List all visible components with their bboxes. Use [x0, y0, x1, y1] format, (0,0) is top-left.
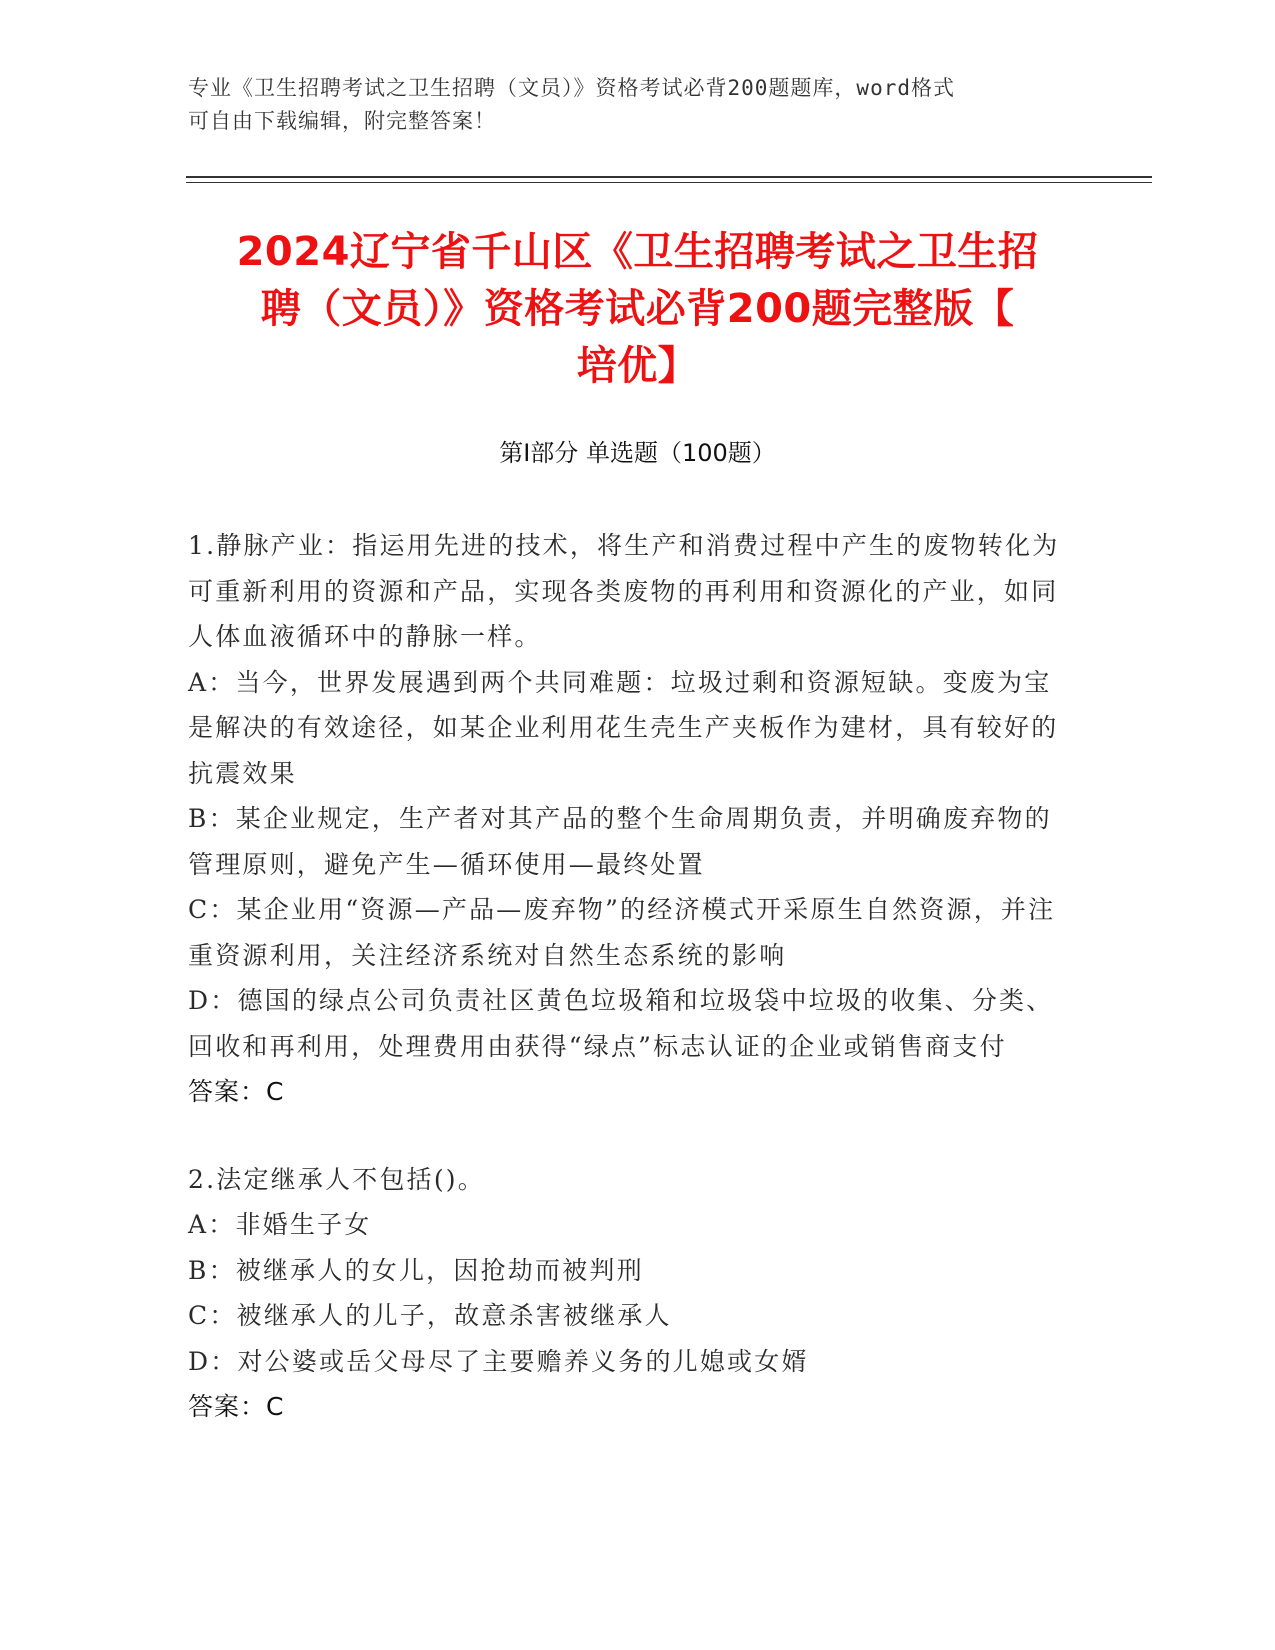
header-rule-thin [186, 182, 1152, 183]
option-b: B：被继承人的女儿，因抢劫而被判刑 [188, 1255, 644, 1285]
answer: 答案：C [188, 1392, 285, 1421]
title-line-3: 培优】 [576, 343, 699, 389]
header-note [188, 72, 1068, 138]
option-c: C：被继承人的儿子，故意杀害被继承人 [188, 1301, 672, 1330]
question-list [188, 523, 1078, 1430]
answer: 答案：C [188, 1077, 285, 1106]
option-b: B：某企业规定，生产者对其产品的整个生命周期负责，并明确废弃物的管理原则，避免产生—循环使用—最终处置 [188, 804, 1052, 879]
option-a: A：当今，世界发展遇到两个共同难题：垃圾过剩和资源短缺。变废为宝是解决的有效途径，如某企业利用花生壳生产夹板作为建材，具有较好的抗震效果 [188, 667, 1059, 788]
option-c: C：某企业用“资源—产品—废弃物”的经济模式开采原生自然资源，并注重资源利用，关注经济系统对自然生态系统的影响 [188, 895, 1056, 970]
section-title: 第I部分 单选题（100题） [499, 439, 776, 467]
title-line-2: 聘（文员）》资格考试必背200题完整版【 [260, 286, 1015, 332]
option-d: D：德国的绿点公司负责社区黄色垃圾箱和垃圾袋中垃圾的收集、分类、回收和再利用，处理费用由获得“绿点”标志认证的企业或销售商支付 [188, 986, 1054, 1061]
option-d: D：对公婆或岳父母尽了主要赡养义务的儿媳或女婿 [188, 1346, 809, 1376]
document-title [170, 224, 1105, 395]
header-rule-thick [186, 176, 1152, 178]
question-1 [188, 523, 1078, 1115]
question-spacer [188, 1115, 1078, 1157]
question-stem: 2.法定继承人不包括()。 [188, 1164, 485, 1194]
header-note-line-1: 专业《卫生招聘考试之卫生招聘（文员）》资格考试必背200题题库，word格式 [188, 76, 955, 100]
option-a: A：非婚生子女 [188, 1210, 372, 1239]
header-note-line-2: 可自由下载编辑，附完整答案！ [188, 109, 496, 133]
title-line-1: 2024辽宁省千山区《卫生招聘考试之卫生招 [236, 229, 1039, 275]
question-2 [188, 1157, 1078, 1430]
question-stem: 1.静脉产业：指运用先进的技术，将生产和消费过程中产生的废物转化为可重新利用的资源和产品，实现各类废物的再利用和资源化的产业，如同人体血液循环中的静脉一样。 [188, 531, 1060, 651]
